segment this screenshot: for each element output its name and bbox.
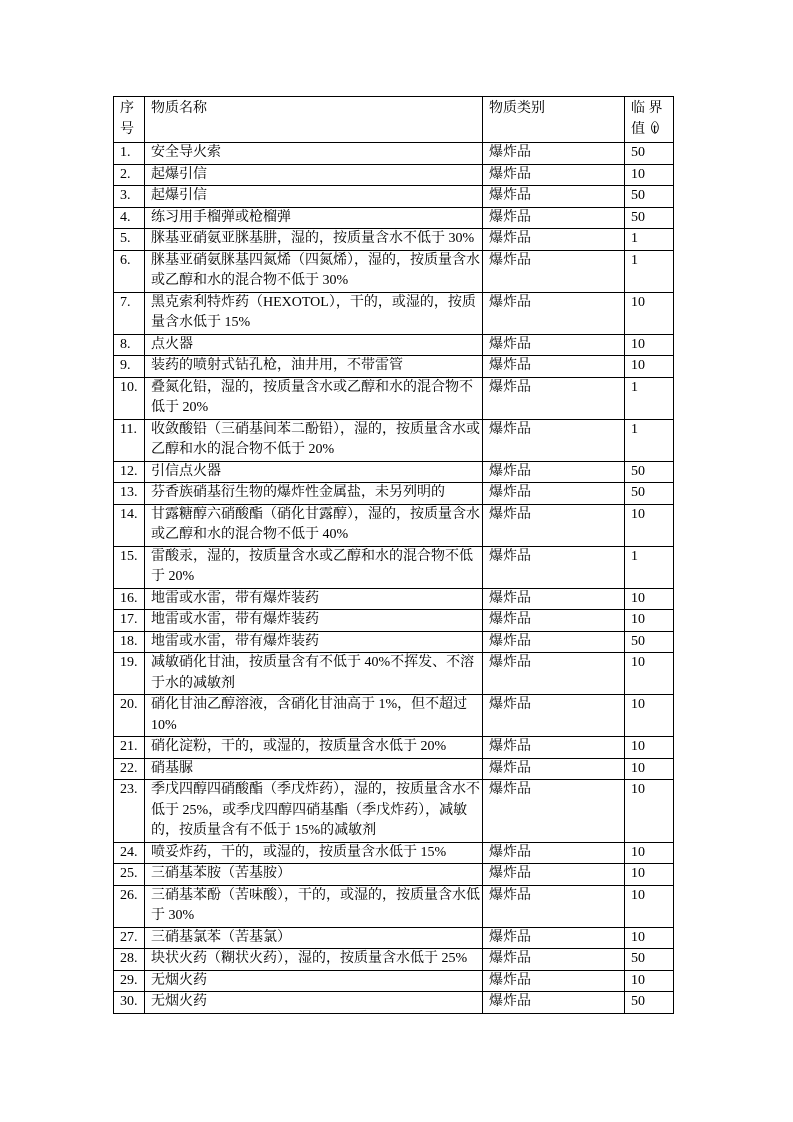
substance-name-cell: 地雷或水雷，带有爆炸装药 (145, 610, 483, 632)
row-number-cell: 2. (114, 164, 145, 186)
substance-name-cell: 块状火药（糊状火药），湿的，按质量含水低于 25% (145, 949, 483, 971)
substance-name-cell: 硝化淀粉，干的，或湿的，按质量含水低于 20% (145, 737, 483, 759)
substance-name-cell: 起爆引信 (145, 186, 483, 208)
header-index: 序号 (114, 97, 145, 143)
threshold-value-cell: 1 (625, 377, 674, 419)
table-row (114, 653, 674, 695)
table-row (114, 927, 674, 949)
threshold-value-cell: 50 (625, 207, 674, 229)
row-number-cell: 28. (114, 949, 145, 971)
substance-category-cell: 爆炸品 (483, 949, 625, 971)
substance-category-cell: 爆炸品 (483, 186, 625, 208)
threshold-value-cell: 10 (625, 588, 674, 610)
substance-name-cell: 三硝基苯酚（苦味酸），干的，或湿的，按质量含水低于 30% (145, 885, 483, 927)
table-row (114, 780, 674, 843)
header-threshold-line1: 临 界 (631, 101, 663, 116)
substance-category-cell: 爆炸品 (483, 992, 625, 1014)
table-row (114, 695, 674, 737)
threshold-value-cell: 1 (625, 419, 674, 461)
row-number-cell: 13. (114, 483, 145, 505)
row-number-cell: 16. (114, 588, 145, 610)
row-number-cell: 10. (114, 377, 145, 419)
substance-name-cell: 点火器 (145, 334, 483, 356)
substance-category-cell: 爆炸品 (483, 419, 625, 461)
substance-category-cell: 爆炸品 (483, 927, 625, 949)
substance-category-cell: 爆炸品 (483, 864, 625, 886)
table-row (114, 546, 674, 588)
table-row (114, 419, 674, 461)
substance-category-cell: 爆炸品 (483, 356, 625, 378)
threshold-value-cell: 50 (625, 992, 674, 1014)
substance-category-cell: 爆炸品 (483, 377, 625, 419)
table-body (114, 143, 674, 1014)
substance-name-cell: 练习用手榴弹或枪榴弹 (145, 207, 483, 229)
substance-name-cell: 引信点火器 (145, 461, 483, 483)
row-number-cell: 4. (114, 207, 145, 229)
threshold-value-cell: 10 (625, 970, 674, 992)
row-number-cell: 7. (114, 292, 145, 334)
substance-name-cell: 地雷或水雷，带有爆炸装药 (145, 631, 483, 653)
substance-name-cell: 减敏硝化甘油，按质量含有不低于 40%不挥发、不溶于水的减敏剂 (145, 653, 483, 695)
table-row (114, 207, 674, 229)
threshold-value-cell: 50 (625, 143, 674, 165)
threshold-value-cell: 50 (625, 949, 674, 971)
row-number-cell: 29. (114, 970, 145, 992)
row-number-cell: 25. (114, 864, 145, 886)
threshold-value-cell: 1 (625, 250, 674, 292)
table-row (114, 250, 674, 292)
substance-category-cell: 爆炸品 (483, 758, 625, 780)
table-row (114, 842, 674, 864)
hazardous-substances-table (113, 96, 674, 1014)
table-row (114, 186, 674, 208)
substance-category-cell: 爆炸品 (483, 737, 625, 759)
threshold-value-cell: 10 (625, 780, 674, 843)
substance-name-cell: 脒基亚硝氨亚脒基肼，湿的，按质量含水不低于 30% (145, 229, 483, 251)
threshold-value-cell: 50 (625, 631, 674, 653)
substance-name-cell: 收敛酸铅（三硝基间苯二酚铅），湿的，按质量含水或乙醇和水的混合物不低于 20% (145, 419, 483, 461)
threshold-value-cell: 10 (625, 885, 674, 927)
row-number-cell: 8. (114, 334, 145, 356)
threshold-value-cell: 50 (625, 461, 674, 483)
substance-name-cell: 安全导火索 (145, 143, 483, 165)
table-header (114, 97, 674, 143)
table-row (114, 588, 674, 610)
threshold-value-cell: 10 (625, 842, 674, 864)
threshold-value-cell: 10 (625, 356, 674, 378)
row-number-cell: 18. (114, 631, 145, 653)
row-number-cell: 3. (114, 186, 145, 208)
threshold-value-cell: 1 (625, 546, 674, 588)
table-row (114, 992, 674, 1014)
substance-category-cell: 爆炸品 (483, 546, 625, 588)
row-number-cell: 1. (114, 143, 145, 165)
table-row (114, 610, 674, 632)
substance-name-cell: 喷妥炸药，干的，或湿的，按质量含水低于 15% (145, 842, 483, 864)
table-row (114, 356, 674, 378)
substance-name-cell: 无烟火药 (145, 992, 483, 1014)
substance-name-cell: 甘露糖醇六硝酸酯（硝化甘露醇），湿的，按质量含水或乙醇和水的混合物不低于 40% (145, 504, 483, 546)
table-row (114, 758, 674, 780)
row-number-cell: 21. (114, 737, 145, 759)
substance-category-cell: 爆炸品 (483, 207, 625, 229)
table-row (114, 970, 674, 992)
substance-category-cell: 爆炸品 (483, 229, 625, 251)
substance-name-cell: 雷酸汞，湿的，按质量含水或乙醇和水的混合物不低于 20% (145, 546, 483, 588)
substance-name-cell: 三硝基苯胺（苦基胺） (145, 864, 483, 886)
threshold-value-cell: 10 (625, 653, 674, 695)
substance-name-cell: 叠氮化铅，湿的，按质量含水或乙醇和水的混合物不低于 20% (145, 377, 483, 419)
substance-category-cell: 爆炸品 (483, 334, 625, 356)
substance-name-cell: 无烟火药 (145, 970, 483, 992)
threshold-value-cell: 10 (625, 610, 674, 632)
substance-name-cell: 起爆引信 (145, 164, 483, 186)
header-substance-category: 物质类别 (483, 97, 625, 143)
row-number-cell: 6. (114, 250, 145, 292)
substance-category-cell: 爆炸品 (483, 780, 625, 843)
row-number-cell: 20. (114, 695, 145, 737)
table-row (114, 483, 674, 505)
substance-category-cell: 爆炸品 (483, 631, 625, 653)
substance-name-cell: 黑克索利特炸药（HEXOTOL），干的，或湿的，按质量含水低于 15% (145, 292, 483, 334)
row-number-cell: 11. (114, 419, 145, 461)
substance-name-cell: 硝化甘油乙醇溶液，含硝化甘油高于 1%，但不超过 10% (145, 695, 483, 737)
table-row (114, 292, 674, 334)
row-number-cell: 23. (114, 780, 145, 843)
substance-category-cell: 爆炸品 (483, 610, 625, 632)
row-number-cell: 12. (114, 461, 145, 483)
substance-category-cell: 爆炸品 (483, 588, 625, 610)
threshold-value-cell: 10 (625, 864, 674, 886)
table-row (114, 885, 674, 927)
row-number-cell: 15. (114, 546, 145, 588)
row-number-cell: 24. (114, 842, 145, 864)
substance-category-cell: 爆炸品 (483, 695, 625, 737)
substance-category-cell: 爆炸品 (483, 250, 625, 292)
threshold-value-cell: 10 (625, 695, 674, 737)
header-substance-name: 物质名称 (145, 97, 483, 143)
row-number-cell: 30. (114, 992, 145, 1014)
table-row (114, 377, 674, 419)
substance-name-cell: 装药的喷射式钻孔枪，油井用，不带雷管 (145, 356, 483, 378)
table-row (114, 631, 674, 653)
table-row (114, 334, 674, 356)
threshold-value-cell: 10 (625, 292, 674, 334)
substance-category-cell: 爆炸品 (483, 885, 625, 927)
threshold-value-cell: 50 (625, 483, 674, 505)
substance-name-cell: 地雷或水雷，带有爆炸装药 (145, 588, 483, 610)
substance-name-cell: 硝基脲 (145, 758, 483, 780)
row-number-cell: 22. (114, 758, 145, 780)
header-threshold-line2: 值（t） (631, 121, 665, 137)
substance-category-cell: 爆炸品 (483, 842, 625, 864)
substance-name-cell: 三硝基氯苯（苦基氯） (145, 927, 483, 949)
threshold-value-cell: 10 (625, 334, 674, 356)
table-row (114, 143, 674, 165)
threshold-value-cell: 10 (625, 927, 674, 949)
substance-category-cell: 爆炸品 (483, 292, 625, 334)
row-number-cell: 9. (114, 356, 145, 378)
threshold-value-cell: 10 (625, 164, 674, 186)
substance-name-cell: 季戊四醇四硝酸酯（季戊炸药），湿的，按质量含水不低于 25%，或季戊四醇四硝基酯（季戊炸药），减敏的，按质量含有不低于 15%的减敏剂 (145, 780, 483, 843)
table-row (114, 229, 674, 251)
substance-category-cell: 爆炸品 (483, 164, 625, 186)
substance-category-cell: 爆炸品 (483, 483, 625, 505)
row-number-cell: 5. (114, 229, 145, 251)
substance-name-cell: 芬香族硝基衍生物的爆炸性金属盐，未另列明的 (145, 483, 483, 505)
threshold-value-cell: 50 (625, 186, 674, 208)
threshold-value-cell: 10 (625, 504, 674, 546)
table-row (114, 504, 674, 546)
table-row (114, 164, 674, 186)
substance-name-cell: 脒基亚硝氨脒基四氮烯（四氮烯），湿的，按质量含水或乙醇和水的混合物不低于 30% (145, 250, 483, 292)
threshold-value-cell: 10 (625, 737, 674, 759)
substance-category-cell: 爆炸品 (483, 461, 625, 483)
row-number-cell: 14. (114, 504, 145, 546)
substance-category-cell: 爆炸品 (483, 653, 625, 695)
threshold-value-cell: 1 (625, 229, 674, 251)
threshold-value-cell: 10 (625, 758, 674, 780)
substance-category-cell: 爆炸品 (483, 970, 625, 992)
row-number-cell: 26. (114, 885, 145, 927)
substance-category-cell: 爆炸品 (483, 143, 625, 165)
substance-category-cell: 爆炸品 (483, 504, 625, 546)
table-row (114, 949, 674, 971)
row-number-cell: 19. (114, 653, 145, 695)
header-threshold (625, 97, 674, 143)
row-number-cell: 27. (114, 927, 145, 949)
table-header-row (114, 97, 674, 143)
table-row (114, 737, 674, 759)
table-row (114, 461, 674, 483)
table-row (114, 864, 674, 886)
row-number-cell: 17. (114, 610, 145, 632)
